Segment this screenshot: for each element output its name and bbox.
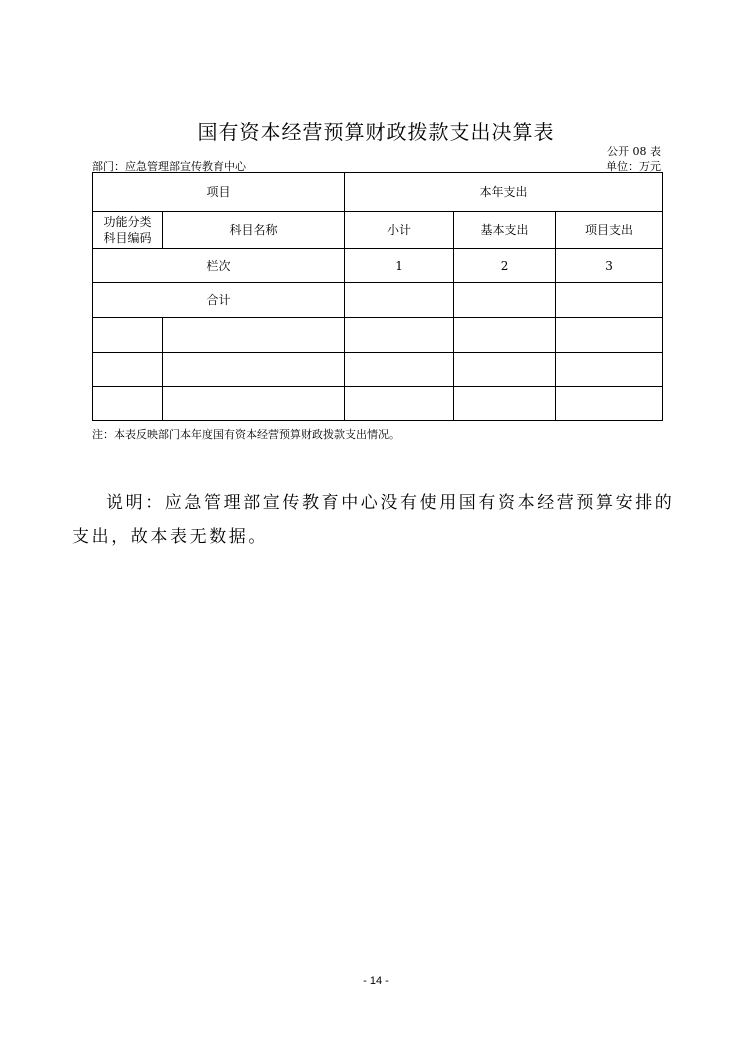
table-cell [163,318,345,353]
table-index-row [93,249,663,283]
table-cell [163,353,345,387]
table-subheader-row [93,212,663,249]
table-cell [163,387,345,421]
table-cell [345,387,454,421]
header-current-year-cell: 本年支出 [345,173,663,212]
row-index-value: 2 [454,249,556,283]
table-cell [454,353,556,387]
table-cell [454,387,556,421]
table-cell [93,353,163,387]
col-name-header: 科目名称 [163,212,345,249]
table-cell [556,353,663,387]
table-cell [93,318,163,353]
table-cell [454,283,556,318]
page-title: 国有资本经营预算财政拨款支出决算表 [197,120,555,144]
table-cell [93,387,163,421]
col-code-line1: 功能分类 [103,215,152,229]
table-row [93,318,663,353]
table-cell [345,353,454,387]
table-cell [556,387,663,421]
table-cell [345,283,454,318]
unit-label: 单位：万元 [606,160,661,173]
col-code-line2: 科目编码 [103,231,152,245]
col-basic-header: 基本支出 [454,212,556,249]
row-index-value: 3 [556,249,663,283]
table-row [93,387,663,421]
table-cell [556,318,663,353]
header-project-cell: 项目 [93,173,345,212]
row-index-value: 1 [345,249,454,283]
department-label: 部门：应急管理部宣传教育中心 [92,160,246,173]
table-header-row [93,173,663,212]
explanation-paragraph: 说明：应急管理部宣传教育中心没有使用国有资本经营预算安排的支出，故本表无数据。 [72,493,675,547]
table-cell [454,318,556,353]
col-subtotal-header: 小计 [345,212,454,249]
table-cell [345,318,454,353]
form-number: 公开 08 表 [607,145,661,158]
table-total-row [93,283,663,318]
table-cell [556,283,663,318]
row-index-label: 栏次 [93,249,345,283]
table-note: 注：本表反映部门本年度国有资本经营预算财政拨款支出情况。 [92,428,400,441]
table-row [93,353,663,387]
col-project-header: 项目支出 [556,212,663,249]
page-number: - 14 - [363,975,389,987]
col-code-header [93,212,163,249]
row-total-label: 合计 [93,283,345,318]
budget-table [92,172,663,421]
